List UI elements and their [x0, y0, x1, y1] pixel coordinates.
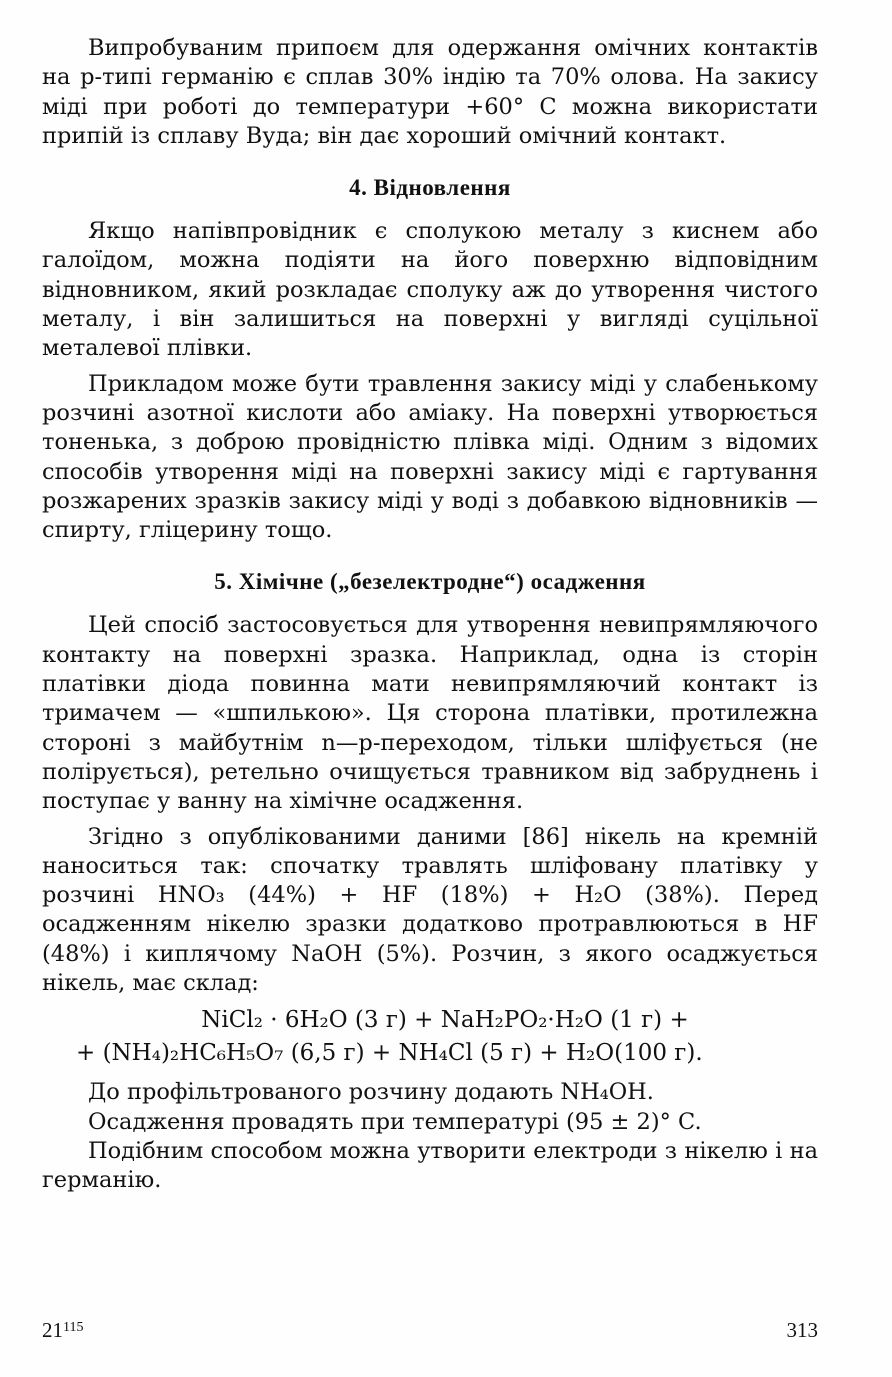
paragraph-chemical-1: Цей спосіб застосовується для утворення невипрямляючого контакту на поверхні зразка. Наприклад, одна із сторін платівки діода повинна мати невипрямляючий контакт із тримачем — «шпилькою». Ця сторона платівки, протилежна стороні з майбутнім n—p-переходом, тільки шліфується (не полірується), ретельно очищується травником від забруднень і поступає у ванну на хімічне осадження. [42, 612, 818, 815]
paragraph-restoration-1: Якщо напівпровідник є сполукою металу з киснем або галоїдом, можна подіяти на його поверхню відповідним відновником, який розкладає сполуку аж до утворення чистого металу, і він залишиться на поверхні у вигляді суцільної металевої плівки. [42, 218, 818, 362]
section-heading-chemical-deposition: 5. Хімічне („безелектродне“) осадження [214, 569, 646, 595]
signature-number: 21 [42, 1318, 63, 1342]
solution-formula [42, 1004, 818, 1070]
paragraph-restoration-2: Прикладом може бути травлення закису міді у слабенькому розчині азотної кислоти або аміаку. На поверхні утворюється тоненька, з доброю провідністю плівка міді. Одним з відомих способів утворення міді на поверхні закису міді є гартування розжарених зразків закису міді у воді з добавкою відновників — спирту, гліцерину тощо. [42, 370, 818, 544]
formula-line-2: + (NH₄)₂HC₆H₅O₇ (6,5 г) + NH₄Cl (5 г) + H₂O(100 г). [76, 1040, 703, 1067]
formula-line-1: NiCl₂ · 6H₂O (3 г) + NaH₂PO₂·H₂O (1 г) + [201, 1007, 689, 1034]
paragraph-chemical-4: Осадження провадять при температурі (95 ± 2)° C. [88, 1108, 702, 1135]
page-footer [42, 1318, 818, 1348]
paragraph-chemical-5: Подібним способом можна утворити електроди з нікелю і на германію. [42, 1137, 818, 1194]
paragraph-chemical-3: До профільтрованого розчину додають NH₄OH. [88, 1079, 654, 1106]
section-heading-restoration: 4. Відновлення [349, 175, 511, 201]
page-number: 313 [786, 1318, 818, 1342]
page-body [42, 34, 818, 1354]
signature-superscript: 115 [63, 1320, 84, 1335]
paragraph-chemical-2: Згідно з опублікованими даними [86] нікель на кремній наноситься так: спочатку травлять шліфовану платівку у розчині HNO₃ (44%) + HF (18%) + H₂O (38%). Перед осадженням нікелю зразки додатково протравлюються в HF (48%) і киплячому NaOH (5%). Розчин, з якого осаджується нікель, має склад: [42, 823, 818, 997]
printer-signature [42, 1318, 83, 1343]
paragraph-intro: Випробуваним припоєм для одержання омічних контактів на p-типі германію є сплав 30% індію та 70% олова. На закису міді при роботі до температури +60° C можна використати припій із сплаву Вуда; він дає хороший омічний контакт. [42, 35, 818, 149]
